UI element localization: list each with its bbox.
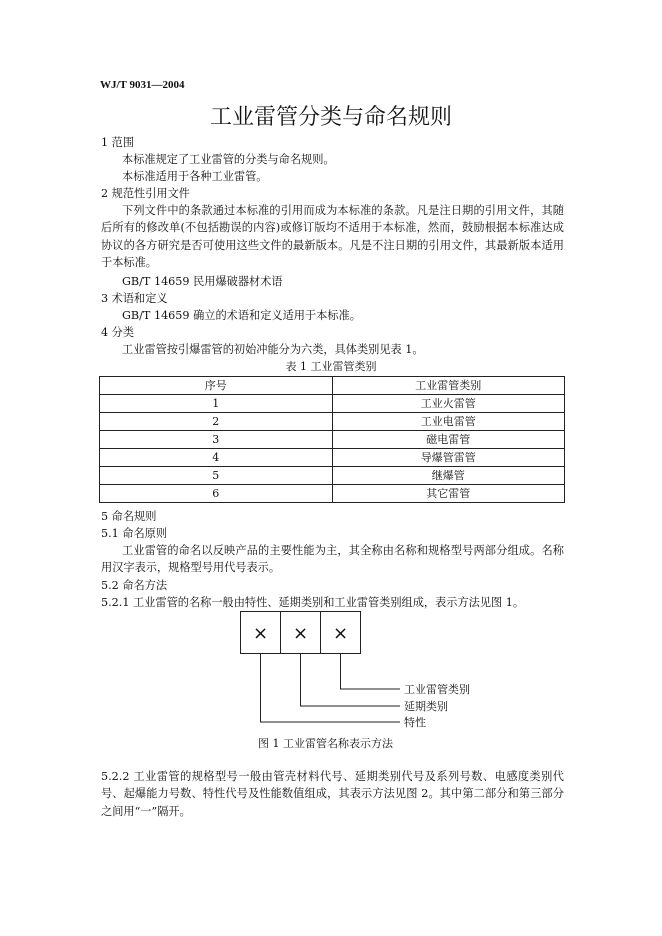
section-3-paragraph: GB/T 14659 确立的术语和定义适用于本标准。 <box>122 309 361 322</box>
figure-leader-delay <box>301 653 401 706</box>
box-symbol: × <box>252 623 269 644</box>
table-cell: 5 <box>100 467 333 485</box>
table-cell: 磁电雷管 <box>332 431 565 449</box>
figure-label-characteristic: 特性 <box>404 716 426 729</box>
section-5-1-heading: 5.1 命名原则 <box>101 527 168 540</box>
table-cell: 4 <box>100 449 333 467</box>
section-5-2-2-paragraph: 5.2.2 工业雷管的规格型号一般由管壳材料代号、延期类别代号及系列号数、电感度类别代号、起爆能力号数、特性代号及性能数值组成，其表示方法见图 2。其中第二部分和第三部分之间用“一”隔开。 <box>101 770 564 818</box>
figure-leader-category <box>341 653 401 689</box>
table-cell: 6 <box>100 485 333 503</box>
section-4-heading: 4 分类 <box>101 326 135 339</box>
figure-label-category: 工业雷管类别 <box>404 683 470 696</box>
section-1-paragraph-1: 本标准规定了工业雷管的分类与命名规则。 <box>122 153 335 166</box>
section-2-reference: GB/T 14659 民用爆破器材术语 <box>122 275 283 288</box>
table-cell: 2 <box>100 413 333 431</box>
standard-number: WJ/T 9031—2004 <box>100 79 185 91</box>
section-5-2-1-text: 5.2.1 工业雷管的名称一般由特性、延期类别和工业雷管类别组成，表示方法见图 1。 <box>101 596 525 609</box>
section-2-paragraph: 下列文件中的条款通过本标准的引用而成为本标准的条款。凡是注日期的引用文件，其随后所有的修改单(不包括勘误的内容)或修订版均不适用于本标准，然而，鼓励根据本标准达成协议的各方研究是否可使用这些文件的最新版本。凡是不注日期的引用文件，其最新版本适用于本标准。 <box>101 204 564 269</box>
figure-leader-characteristic <box>261 653 401 722</box>
table-cell: 其它雷管 <box>332 485 565 503</box>
section-1-heading: 1 范围 <box>101 136 135 149</box>
page-title: 工业雷管分类与命名规则 <box>209 105 452 130</box>
table-header-cell: 工业雷管类别 <box>332 377 565 395</box>
figure-1-caption: 图 1 工业雷管名称表示方法 <box>258 737 393 750</box>
table-cell: 工业电雷管 <box>332 413 565 431</box>
section-5-heading: 5 命名规则 <box>101 510 157 523</box>
section-3-heading: 3 术语和定义 <box>101 292 168 305</box>
table-cell: 工业火雷管 <box>332 395 565 413</box>
table-cell: 1 <box>100 395 333 413</box>
section-5-2-heading: 5.2 命名方法 <box>101 579 168 592</box>
table-cell: 继爆管 <box>332 467 565 485</box>
box-symbol: × <box>332 623 349 644</box>
table-cell: 导爆管雷管 <box>332 449 565 467</box>
figure-label-delay: 延期类别 <box>404 700 448 713</box>
section-5-1-paragraph: 工业雷管的命名以反映产品的主要性能为主，其全称由名称和规格型号两部分组成。名称用汉字表示，规格型号用代号表示。 <box>101 544 564 575</box>
section-1-paragraph-2: 本标准适用于各种工业雷管。 <box>122 170 268 183</box>
section-2-heading: 2 规范性引用文件 <box>101 187 190 200</box>
box-symbol: × <box>292 623 309 644</box>
table-caption: 表 1 工业雷管类别 <box>285 360 377 373</box>
table-cell: 3 <box>100 431 333 449</box>
section-4-paragraph: 工业雷管按引爆雷管的初始冲能分为六类，具体类别见表 1。 <box>122 343 424 356</box>
table-header-cell: 序号 <box>100 377 333 395</box>
